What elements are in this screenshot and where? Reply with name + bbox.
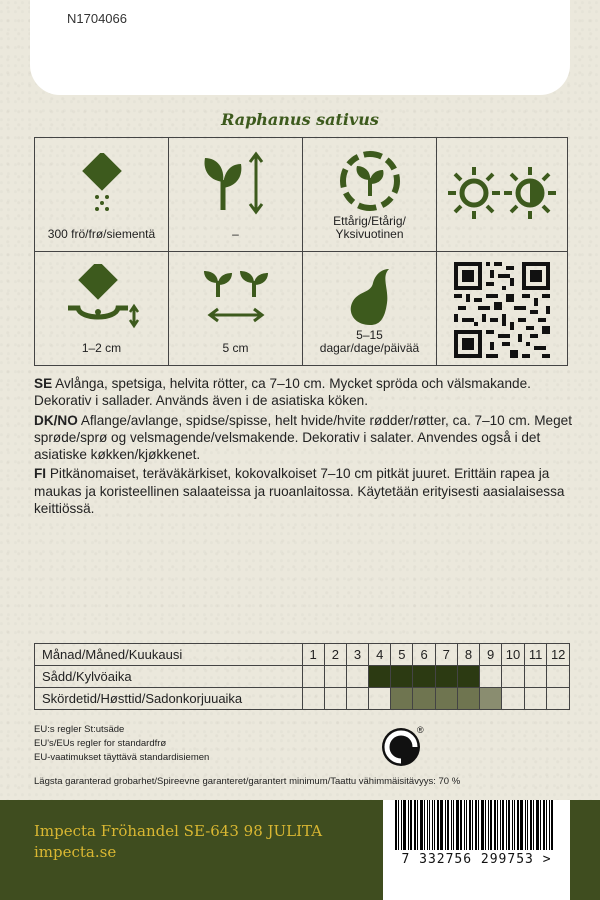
- barcode-bar: [506, 800, 507, 850]
- sowing-depth-cell: [35, 252, 169, 365]
- plant-spacing-icon: [200, 267, 272, 327]
- sun-cell: [437, 138, 567, 252]
- registered-mark: ®: [417, 725, 424, 735]
- germination-label: [303, 329, 436, 355]
- month-cell: 5: [391, 644, 413, 666]
- month-cell: 3: [346, 644, 368, 666]
- month-cell: 10: [502, 644, 525, 666]
- barcode-bar: [420, 800, 423, 850]
- barcode-bar: [536, 800, 539, 850]
- barcode-bar: [445, 800, 446, 850]
- germination-days: 5–15: [356, 328, 383, 342]
- species-name: Raphanus sativus: [221, 110, 379, 129]
- desc-se-text: Avlånga, spetsiga, helvita rötter, ca 7–10 cm. Mycket spröda och välsmakande. Dekorativ i sallader. Används även i de asiatiska köken.: [34, 376, 531, 409]
- sowing-calendar: [34, 643, 570, 710]
- barcode-bar: [533, 800, 534, 850]
- sow-month-7: [435, 666, 457, 688]
- barcode-bar: [456, 800, 459, 850]
- harvest-month-6: [413, 688, 435, 710]
- barcode-bar: [453, 800, 454, 850]
- growing-info-grid: [34, 137, 568, 366]
- barcode-bar: [478, 800, 479, 850]
- barcode-bar: [551, 800, 553, 850]
- sow-month-10: [502, 666, 525, 688]
- full-sun-icon: [446, 165, 502, 221]
- sow-month-11: [524, 666, 547, 688]
- barcode-bar: [500, 800, 501, 850]
- barcode-bar: [408, 800, 409, 850]
- lifecycle-line1: Ettårig/Etårig/: [333, 214, 406, 228]
- harvest-month-3: [346, 688, 368, 710]
- sprouting-seed-icon: [345, 263, 395, 327]
- sowing-depth-label: 1–2 cm: [81, 341, 122, 355]
- barcode-bar: [502, 800, 505, 850]
- sow-month-5: [391, 666, 413, 688]
- harvest-month-12: [547, 688, 570, 710]
- lifecycle-line2: Yksivuotinen: [335, 227, 404, 241]
- regulation-line-dkno: EU's/EUs regler for standardfrø: [34, 738, 167, 749]
- sow-month-4: [369, 666, 391, 688]
- seed-count-label: 300 frö/frø/siementä: [47, 227, 156, 241]
- sowing-depth-icon: [62, 264, 142, 330]
- barcode-bar: [530, 800, 532, 850]
- germination-cell: [303, 252, 437, 365]
- harvest-month-1: [302, 688, 324, 710]
- lang-tag-dkno: DK/NO: [34, 412, 78, 428]
- seed-count-cell: [35, 138, 169, 252]
- barcode-bar: [508, 800, 510, 850]
- lang-tag-fi: FI: [34, 466, 47, 482]
- harvest-row: [35, 688, 570, 710]
- barcode-bar: [414, 800, 416, 850]
- harvest-month-8: [457, 688, 479, 710]
- barcode-bar: [546, 800, 547, 850]
- barcode-bar: [460, 800, 462, 850]
- month-cell: 12: [547, 644, 570, 666]
- barcode-bar: [543, 800, 545, 850]
- sowing-row-label: Sådd/Kylvöaika: [35, 666, 303, 688]
- regulation-line-se: EU:s regler St:utsäde: [34, 724, 125, 735]
- description-block: [34, 375, 574, 519]
- height-label: –: [232, 227, 239, 241]
- sow-month-6: [413, 666, 435, 688]
- barcode-bar: [432, 800, 433, 850]
- month-cell: 8: [457, 644, 479, 666]
- barcode-bar: [488, 800, 489, 850]
- desc-fi-text: Pitkänomaiset, teräväkärkiset, kokovalkoiset 7–10 cm pitkät juuret. Erittäin rapea ja maukas ja koristeellinen salaateissa ja ruoanlaitossa. Käytetään erityisesti aasialaisessa keittiössä.: [34, 466, 565, 517]
- month-cell: 1: [302, 644, 324, 666]
- barcode-bar: [398, 800, 399, 850]
- green-dot-recycling-icon: [381, 723, 425, 767]
- barcode-bar: [494, 800, 496, 850]
- spacing-label: 5 cm: [222, 341, 249, 355]
- barcode-bar: [540, 800, 541, 850]
- barcode-bar: [417, 800, 418, 850]
- desc-dkno-text: Aflange/avlange, spidse/spisse, helt hvide/hvite rødder/røtter, ca. 7–10 cm. Meget sprøde/sprø og velsmagende/velsmakende. Dekorativ i salater. Anvendes også i det asiatiske køkken/kjøkkenet.: [34, 412, 572, 463]
- regulation-text: [34, 723, 209, 765]
- barcode-bar: [485, 800, 486, 850]
- lang-tag-se: SE: [34, 376, 53, 391]
- sowing-row: [35, 666, 570, 688]
- barcode-bar: [437, 800, 439, 850]
- annual-cycle-icon: [337, 148, 403, 214]
- company-website-link[interactable]: impecta.se: [34, 843, 117, 861]
- barcode-bar: [469, 800, 471, 850]
- desc-se: [34, 375, 574, 410]
- lifecycle-cell: [303, 138, 437, 252]
- barcode-bar: [429, 800, 431, 850]
- barcode-bar: [475, 800, 477, 850]
- harvest-month-5: [391, 688, 413, 710]
- barcode-bar: [490, 800, 492, 850]
- barcode-bar: [440, 800, 443, 850]
- barcode-bar: [424, 800, 425, 850]
- barcode-bar: [466, 800, 467, 850]
- barcode-bar: [514, 800, 515, 850]
- barcode-bar: [527, 800, 528, 850]
- harvest-month-9: [480, 688, 502, 710]
- barcode-bar: [464, 800, 465, 850]
- qr-code-icon[interactable]: [454, 262, 550, 358]
- month-cell: 4: [369, 644, 391, 666]
- regulation-line-fi: EU-vaatimukset täyttävä standardisiemen: [34, 752, 210, 763]
- spacing-cell: [169, 252, 303, 365]
- barcode-bar: [447, 800, 449, 850]
- lifecycle-label: [303, 215, 436, 241]
- month-cell: 9: [480, 644, 502, 666]
- month-cell: 2: [324, 644, 346, 666]
- barcode-bar: [427, 800, 428, 850]
- barcode-bar: [472, 800, 473, 850]
- harvest-row-label: Skördetid/Høsttid/Sadonkorjuuaika: [35, 688, 303, 710]
- barcode-number: 7 332756 299753 >: [401, 852, 552, 867]
- product-code: N1704066: [67, 11, 127, 26]
- barcode: [383, 800, 570, 900]
- harvest-month-4: [369, 688, 391, 710]
- height-cell: [169, 138, 303, 252]
- sow-month-2: [324, 666, 346, 688]
- half-sun-icon: [502, 165, 558, 221]
- germination-guarantee: Lägsta garanterad grobarhet/Spireevne garanteret/garantert minimum/Taattu vähimmäisitävyys: 70 %: [34, 776, 461, 787]
- company-address: Impecta Fröhandel SE-643 98 JULITA: [34, 822, 323, 840]
- barcode-bar: [520, 800, 523, 850]
- sow-month-12: [547, 666, 570, 688]
- sow-month-9: [480, 666, 502, 688]
- barcode-bar: [451, 800, 452, 850]
- barcode-bar: [517, 800, 519, 850]
- barcode-bar: [410, 800, 412, 850]
- plant-height-icon: [201, 150, 271, 216]
- desc-dkno: [34, 412, 574, 464]
- barcode-bars: [395, 800, 555, 850]
- barcode-bar: [403, 800, 406, 850]
- barcode-bar: [512, 800, 513, 850]
- barcode-bar: [395, 800, 397, 850]
- sow-month-8: [457, 666, 479, 688]
- calendar-header-row: [35, 644, 570, 666]
- month-cell: 7: [435, 644, 457, 666]
- harvest-month-10: [502, 688, 525, 710]
- calendar-header-label: Månad/Måned/Kuukausi: [35, 644, 303, 666]
- barcode-bar: [434, 800, 435, 850]
- seed-packet-icon: [72, 153, 132, 213]
- barcode-bar: [481, 800, 484, 850]
- germination-unit: dagar/dage/päivää: [319, 341, 420, 355]
- barcode-bar: [525, 800, 526, 850]
- sow-month-3: [346, 666, 368, 688]
- desc-fi: [34, 465, 574, 517]
- qr-cell: [437, 252, 567, 365]
- barcode-bar: [401, 800, 402, 850]
- harvest-month-7: [435, 688, 457, 710]
- harvest-month-2: [324, 688, 346, 710]
- month-cell: 6: [413, 644, 435, 666]
- barcode-bar: [497, 800, 498, 850]
- harvest-month-11: [524, 688, 547, 710]
- sow-month-1: [302, 666, 324, 688]
- month-cell: 11: [524, 644, 547, 666]
- barcode-bar: [549, 800, 550, 850]
